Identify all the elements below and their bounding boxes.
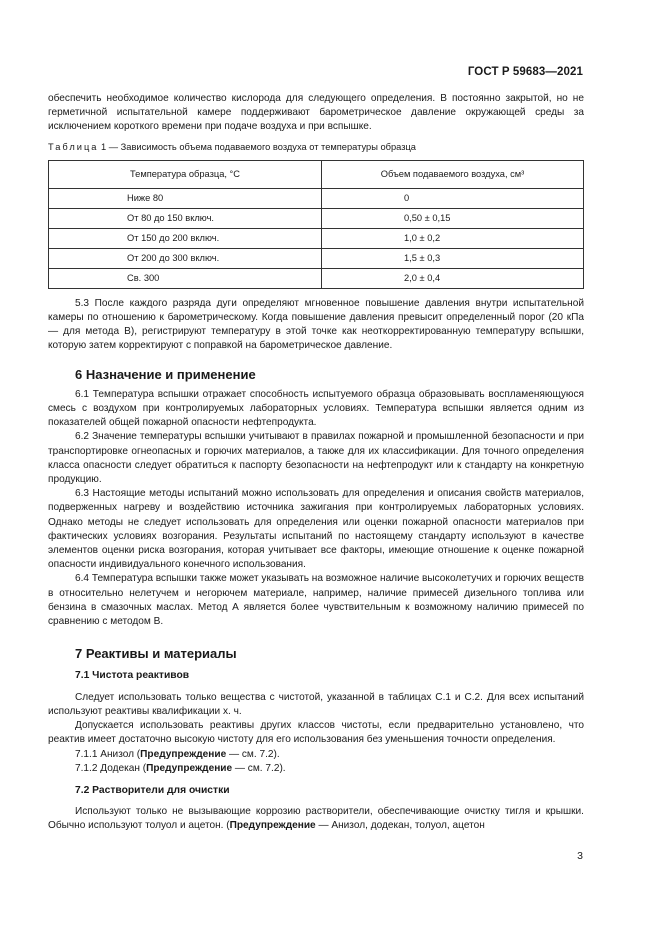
warning-label: Предупреждение — [229, 820, 316, 832]
table-row — [49, 248, 584, 268]
cell-temperature: Ниже 80 — [49, 188, 322, 208]
subsection-7-2-title: 7.2 Растворители для очистки — [75, 784, 230, 796]
item-7-1-2-pre: 7.1.2 Додекан ( — [75, 762, 147, 774]
cell-temperature: От 80 до 150 включ. — [49, 208, 322, 228]
cell-volume: 0,50 ± 0,15 — [322, 208, 584, 228]
table-row — [49, 228, 584, 248]
paragraph-7-2-post: — Анизол, додекан, толуол, ацетон — [315, 820, 485, 832]
item-7-1-2 — [48, 762, 584, 776]
table-row — [49, 208, 584, 228]
cell-volume: 1,0 ± 0,2 — [322, 228, 584, 248]
cell-temperature: Св. 300 — [49, 268, 322, 288]
table-header-row — [49, 160, 584, 188]
warning-label: Предупреждение — [140, 748, 227, 760]
cell-volume: 2,0 ± 0,4 — [322, 268, 584, 288]
paragraph-7-1-a: Следует использовать только вещества с чистотой, указанной в таблицах С.1 и С.2. Для всех испытаний используют реактивы квалификации х. ч. — [48, 691, 584, 717]
paragraph-6-3: 6.3 Настоящие методы испытаний можно использовать для определения и описания свойств материалов, подверженных нагреву и воздействию источника зажигания при контролируемых лабораторных условиях. Однако методы не следует использовать для определения или оценки пожарной опасности материалов при фактических условиях возгорания. Результаты испытаний по настоящему стандарту используют в качестве элементов оценки риска возгорания, которая учитывает все факторы, имеющие отношение к оценке пожарной опасности индивидуального конечного использования. — [48, 488, 584, 571]
paragraph-7-2 — [48, 805, 584, 833]
paragraph-6-4: 6.4 Температура вспышки также может указывать на возможное наличие высоколетучих и горючих веществ в относительно нелетучем и негорючем материале, например, наличие примесей дизельного топлива или бензина в смазочных маслах. Метод А является более чувствительным к возможному наличию примесей по сравнению с методом В. — [48, 573, 584, 628]
cell-volume: 0 — [322, 188, 584, 208]
item-7-1-1-pre: 7.1.1 Анизол ( — [75, 748, 141, 760]
cell-temperature: От 200 до 300 включ. — [49, 248, 322, 268]
table-caption-text: 1 — Зависимость объема подаваемого воздуха от температуры образца — [101, 141, 416, 152]
paragraph-7-2-pre: Используют только не вызывающие коррозию растворители, обеспечивающие очистку тигля и крышки. Обычно используют толуол и ацетон. ( — [48, 806, 584, 832]
air-volume-table — [48, 160, 584, 289]
table-caption-label: Таблица — [48, 141, 99, 152]
table-row — [49, 268, 584, 288]
item-7-1-1 — [48, 748, 584, 762]
cell-volume: 1,5 ± 0,3 — [322, 248, 584, 268]
intro-paragraph: обеспечить необходимое количество кислорода для следующего определения. В постоянно закрытой, но не герметичной испытательной камере поддерживают барометрическое давление окружающей среды за исключением короткого времени при подаче воздуха и при вспышке. — [48, 93, 584, 133]
page-number: 3 — [577, 850, 583, 862]
subsection-7-1-title: 7.1 Чистота реактивов — [75, 670, 190, 682]
table-row — [49, 188, 584, 208]
paragraph-5-3: 5.3 После каждого разряда дуги определяют мгновенное повышение давления внутри испытательной камеры по отношению к барометрическому. Когда повышение давления превысит определенный порог (20 кПа — для метода В), регистрируют температуру в этой точке как неоткорректированную температуру вспышки, которую затем корректируют с поправкой на барометрическое давление. — [48, 297, 584, 352]
paragraph-7-1-b: Допускается использовать реактивы других классов чистоты, если предварительно установлено, что реактив имеет достаточно высокую чистоту для его использования без уменьшения точности определения. — [48, 720, 584, 746]
section-7-title: 7 Реактивы и материалы — [75, 646, 237, 662]
header-volume: Объем подаваемого воздуха, см³ — [322, 160, 584, 188]
header-temperature: Температура образца, °С — [49, 160, 322, 188]
page-content — [48, 92, 584, 834]
standard-header: ГОСТ Р 59683—2021 — [467, 66, 583, 78]
section-6-title: 6 Назначение и применение — [75, 366, 256, 382]
paragraph-6-2: 6.2 Значение температуры вспышки учитывают в правилах пожарной и промышленной безопасности и при транспортировке огнеопасных и горючих материалов, а также для их классификации. Для точного определения класса опасности следует обратиться к паспорту безопасности на нефтепродукт или к стандарту на конкретную продукцию. — [48, 431, 584, 486]
item-7-1-2-post: — см. 7.2). — [232, 762, 286, 774]
table-caption — [48, 140, 584, 154]
item-7-1-1-post: — см. 7.2). — [226, 748, 280, 760]
paragraph-6-1: 6.1 Температура вспышки отражает способность испытуемого образца образовывать воспламеняющуюся смесь с воздухом при контролируемых лабораторных условиях. Температура вспышки является одним из показателей общей пожарной опасности нефтепродукта. — [48, 388, 584, 429]
warning-label: Предупреждение — [146, 762, 233, 774]
cell-temperature: От 150 до 200 включ. — [49, 228, 322, 248]
